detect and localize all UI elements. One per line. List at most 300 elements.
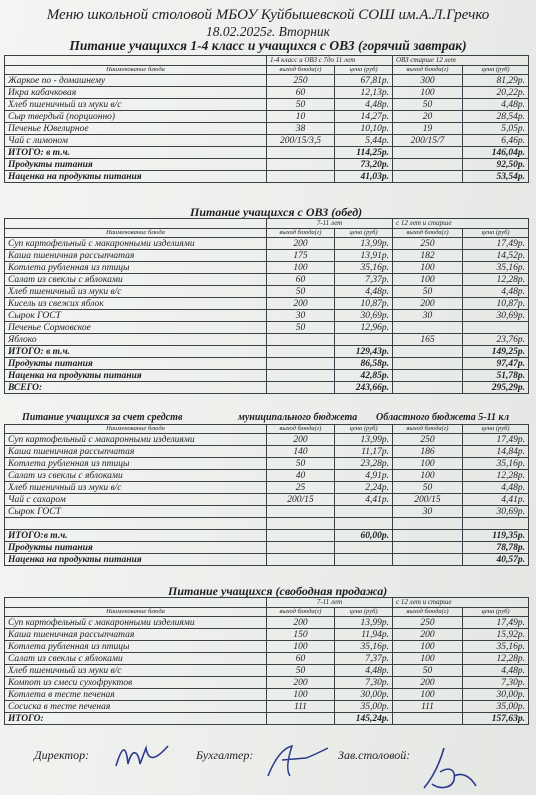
portion-b: 100 [393,87,463,99]
portion-b: 182 [393,250,463,262]
dish-name-header: Наименование блюда [5,425,267,434]
blank-cell [393,171,463,183]
dish-name: Салат из свеклы с яблоками [5,653,267,665]
blank-cell [393,159,463,171]
total-b: 53,54р. [463,171,529,183]
table-row [5,262,529,274]
price-a: 12,13р. [335,87,393,99]
budget-section-title: Питание учащихся за счет средств [22,412,183,423]
age-group-b: ОВЗ старше 12 лет [393,56,529,66]
dish-name: Салат из свеклы с яблоками [5,470,267,482]
price-b: 30,69р. [463,310,529,322]
portion-a: 111 [267,701,335,713]
price-a: 35,16р. [335,641,393,653]
blank-cell [267,554,335,566]
dish-name: Печенье Сормовское [5,322,267,334]
table-row [5,238,529,250]
age-group-b: с 12 лет и старше [393,219,529,229]
dish-name: Котлета в тесте печеная [5,689,267,701]
price-a [335,518,393,530]
portion-a: 150 [267,629,335,641]
total-label: ИТОГО: в т.ч. [5,346,267,358]
dish-name: Суп картофельный с макаронными изделиями [5,238,267,250]
portion-b: 50 [393,99,463,111]
portion-header: выход блюда(г) [393,608,463,617]
price-a: 23,28р. [335,458,393,470]
total-label: Наценка на продукты питания [5,554,267,566]
table-row [5,99,529,111]
portion-b: 100 [393,689,463,701]
table-column-header [5,425,529,434]
table-row [5,506,529,518]
table-row [5,482,529,494]
total-b: 78,78р. [463,542,529,554]
free-sale-section-title: Питание учащихся (свободная продажа) [168,584,388,598]
price-a: 4,48р. [335,99,393,111]
portion-b: 200/15 [393,494,463,506]
total-b: 119,35р. [463,530,529,542]
price-header: цена (руб) [463,229,529,238]
price-a: 30,69р. [335,310,393,322]
table-row [5,286,529,298]
dish-name: Каша пшеничная рассыпчатая [5,629,267,641]
dish-name: Компот из смеси сухофруктов [5,677,267,689]
age-group-b: с 12 лет и старше [393,598,529,608]
age-group-a: 7-11 лет [267,219,393,229]
dish-name: Икра кабачковая [5,87,267,99]
table-row [5,334,529,346]
blank-cell [5,56,267,66]
portion-b: 250 [393,617,463,629]
price-b: 12,28р. [463,274,529,286]
price-header: цена (руб) [463,608,529,617]
table-row [5,446,529,458]
table-row [5,274,529,286]
price-a: 11,94р. [335,629,393,641]
lunch-section-title: Питание учащихся с ОВЗ (обед) [190,205,363,219]
dish-name: Котлета рубленная из птицы [5,262,267,274]
price-header: цена (руб) [463,66,529,75]
total-b: 295,29р. [463,382,529,394]
price-b: 35,00р. [463,701,529,713]
price-a: 2,24р. [335,482,393,494]
portion-header: выход блюда(г) [267,66,335,75]
portion-header: выход блюда(г) [267,229,335,238]
price-a: 14,27р. [335,111,393,123]
price-a: 4,48р. [335,665,393,677]
total-label: Продукты питания [5,358,267,370]
dish-name: Салат из свеклы с яблоками [5,274,267,286]
total-a: 60,00р. [335,530,393,542]
breakfast-table [4,55,529,183]
dish-name: Каша пшеничная рассыпчатая [5,446,267,458]
blank-cell [267,159,335,171]
total-a: 73,20р. [335,159,393,171]
portion-a: 200/15 [267,494,335,506]
portion-b: 100 [393,274,463,286]
table-column-header [5,66,529,75]
price-a: 11,17р. [335,446,393,458]
table-row [5,665,529,677]
dish-name: Хлеб пшеничный из муки в/с [5,286,267,298]
portion-a: 100 [267,262,335,274]
dish-name: Чай с лимоном [5,135,267,147]
blank-cell [267,713,335,725]
dish-name: Суп картофельный с макаронными изделиями [5,617,267,629]
price-b: 30,69р. [463,506,529,518]
total-label: ВСЕГО: [5,382,267,394]
price-a: 10,10р. [335,123,393,135]
total-row [5,370,529,382]
age-group-a: 7-11 лет [267,598,393,608]
total-a: 129,43р. [335,346,393,358]
portion-b: 30 [393,506,463,518]
total-a [335,542,393,554]
blank-cell [267,358,335,370]
table-row [5,677,529,689]
menu-date: 18.02.2025г. Вторник [205,24,330,39]
price-a [335,506,393,518]
price-header: цена (руб) [335,425,393,434]
total-a: 243,66р. [335,382,393,394]
lunch-table [4,218,529,394]
portion-b: 111 [393,701,463,713]
table-row [5,123,529,135]
total-b: 149,25р. [463,346,529,358]
table-column-header [5,608,529,617]
portion-a: 50 [267,665,335,677]
portion-b: 100 [393,653,463,665]
portion-a: 25 [267,482,335,494]
price-a: 7,37р. [335,653,393,665]
price-b: 30,00р. [463,689,529,701]
total-b: 40,57р. [463,554,529,566]
blank-cell [5,598,267,608]
dish-name: Хлеб пшеничный из муки в/с [5,99,267,111]
price-b [463,322,529,334]
table-row [5,494,529,506]
portion-b: 300 [393,75,463,87]
total-row [5,147,529,159]
price-b: 6,46р. [463,135,529,147]
total-row [5,358,529,370]
total-b: 146,04р. [463,147,529,159]
total-row [5,346,529,358]
total-row [5,554,529,566]
dish-name: Каша пшеничная рассыпчатая [5,250,267,262]
price-header: цена (руб) [335,229,393,238]
portion-b: 50 [393,286,463,298]
price-header: цена (руб) [335,608,393,617]
price-a: 7,37р. [335,274,393,286]
portion-b: 100 [393,470,463,482]
total-label: Наценка на продукты питания [5,370,267,382]
price-a: 13,99р. [335,238,393,250]
portion-a: 50 [267,286,335,298]
portion-b [393,322,463,334]
table-row [5,470,529,482]
total-b: 97,47р. [463,358,529,370]
blank-cell [393,542,463,554]
dish-name: Кисель из свежих яблок [5,298,267,310]
blank-cell [267,542,335,554]
portion-a: 60 [267,653,335,665]
table-row [5,250,529,262]
table-row [5,322,529,334]
price-header: цена (руб) [463,425,529,434]
accountant-signature [262,742,332,782]
total-a: 114,25р. [335,147,393,159]
table-group-header [5,219,529,229]
total-label: Продукты питания [5,542,267,554]
price-b: 35,16р. [463,641,529,653]
breakfast-section-title: Питание учащихся 1-4 класс и учащихся с ОВЗ (горячий завтрак) [69,38,467,53]
director-signature [112,738,172,772]
portion-a: 140 [267,446,335,458]
blank-cell [267,171,335,183]
accountant-label: Бухгалтер: [196,748,254,762]
price-a: 10,87р. [335,298,393,310]
price-a: 67,81р. [335,75,393,87]
dish-name: Сыр твердый (порционно) [5,111,267,123]
portion-b [393,518,463,530]
price-b: 35,16р. [463,262,529,274]
total-label: ИТОГО: [5,713,267,725]
portion-a: 200 [267,238,335,250]
dish-name-header: Наименование блюда [5,66,267,75]
portion-a: 200 [267,677,335,689]
portion-a: 30 [267,310,335,322]
portion-header: выход блюда(г) [267,608,335,617]
table-row [5,641,529,653]
price-b: 14,52р. [463,250,529,262]
price-b: 7,30р. [463,677,529,689]
table-row [5,310,529,322]
price-b: 81,29р. [463,75,529,87]
portion-a: 200 [267,298,335,310]
price-b: 10,87р. [463,298,529,310]
blank-cell [267,530,335,542]
blank-cell [267,147,335,159]
portion-a: 200 [267,434,335,446]
price-b: 12,28р. [463,470,529,482]
dish-name: Котлета рубленная из птицы [5,641,267,653]
blank-cell [267,346,335,358]
table-row [5,135,529,147]
dish-name: Печенье Ювелирное [5,123,267,135]
price-b: 4,48р. [463,286,529,298]
portion-b: 200/15/7 [393,135,463,147]
portion-a: 100 [267,641,335,653]
blank-cell [393,382,463,394]
total-label: Продукты питания [5,159,267,171]
dish-name: Суп картофельный с макаронными изделиями [5,434,267,446]
portion-a [267,334,335,346]
total-label: Наценка на продукты питания [5,171,267,183]
total-a: 145,24р. [335,713,393,725]
price-a: 12,96р. [335,322,393,334]
dish-name-header: Наименование блюда [5,229,267,238]
price-a: 13,99р. [335,617,393,629]
price-a: 13,91р. [335,250,393,262]
portion-a: 50 [267,99,335,111]
table-row [5,701,529,713]
blank-cell [393,147,463,159]
dish-name: Яблоко [5,334,267,346]
portion-b: 250 [393,238,463,250]
table-row [5,617,529,629]
table-row [5,111,529,123]
table-row [5,689,529,701]
portion-b: 30 [393,310,463,322]
portion-a [267,506,335,518]
dish-name: Жаркое по - домашнему [5,75,267,87]
table-group-header [5,56,529,66]
portion-a: 50 [267,458,335,470]
portion-b: 100 [393,262,463,274]
portion-b: 200 [393,677,463,689]
table-row [5,434,529,446]
dish-name-header: Наименование блюда [5,608,267,617]
price-b: 17,49р. [463,434,529,446]
blank-cell [267,382,335,394]
canteen-head-label: Зав.столовой: [338,748,411,762]
portion-a: 200/15/3,5 [267,135,335,147]
total-label: ИТОГО: в т.ч. [5,147,267,159]
portion-a: 175 [267,250,335,262]
blank-cell [5,219,267,229]
price-b: 17,49р. [463,238,529,250]
dish-name [5,518,267,530]
price-a [335,334,393,346]
blank-cell [393,346,463,358]
table-row [5,653,529,665]
dish-name: Сырок ГОСТ [5,310,267,322]
school-menu-title: Меню школьной столовой МБОУ Куйбышевской СОШ им.А.Л.Гречко [46,7,490,23]
price-b: 12,28р. [463,653,529,665]
total-b: 157,63р. [463,713,529,725]
total-a: 42,85р. [335,370,393,382]
price-a: 35,00р. [335,701,393,713]
total-a [335,554,393,566]
portion-b: 250 [393,434,463,446]
total-b: 92,50р. [463,159,529,171]
total-row [5,713,529,725]
total-a: 86,58р. [335,358,393,370]
portion-a: 60 [267,274,335,286]
portion-b: 200 [393,298,463,310]
price-b: 4,48р. [463,99,529,111]
total-label: ИТОГО:в т.ч. [5,530,267,542]
price-a: 35,16р. [335,262,393,274]
total-row [5,542,529,554]
blank-cell [393,370,463,382]
price-b [463,518,529,530]
blank-cell [393,713,463,725]
price-a: 30,00р. [335,689,393,701]
regional-budget-label: Областного бюджета 5-11 кл [376,412,509,423]
price-b: 4,41р. [463,494,529,506]
price-b: 4,48р. [463,482,529,494]
total-row [5,171,529,183]
table-row [5,629,529,641]
portion-a: 10 [267,111,335,123]
municipal-budget-label: муниципального бюджета [238,412,358,423]
price-b: 4,48р. [463,665,529,677]
portion-header: выход блюда(г) [393,229,463,238]
portion-b: 200 [393,629,463,641]
portion-b: 50 [393,665,463,677]
portion-header: выход блюда(г) [393,425,463,434]
portion-a: 40 [267,470,335,482]
price-b: 14,84р. [463,446,529,458]
portion-a: 250 [267,75,335,87]
budget-table [4,424,529,566]
price-b: 20,22р. [463,87,529,99]
portion-b: 100 [393,458,463,470]
total-b: 51,78р. [463,370,529,382]
director-label: Директор: [34,748,90,762]
price-a: 5,44р. [335,135,393,147]
price-b: 5,05р. [463,123,529,135]
table-row [5,75,529,87]
dish-name: Чай с сахаром [5,494,267,506]
blank-cell [267,370,335,382]
canteen-head-signature [410,746,480,792]
portion-b: 50 [393,482,463,494]
price-b: 15,92р. [463,629,529,641]
price-a: 4,41р. [335,494,393,506]
portion-a [267,518,335,530]
portion-a: 38 [267,123,335,135]
table-column-header [5,229,529,238]
price-b: 23,76р. [463,334,529,346]
price-header: цена (руб) [335,66,393,75]
portion-a: 200 [267,617,335,629]
table-group-header [5,598,529,608]
blank-cell [393,358,463,370]
total-row [5,159,529,171]
price-b: 28,54р. [463,111,529,123]
blank-cell [393,530,463,542]
price-b: 35,16р. [463,458,529,470]
portion-b: 19 [393,123,463,135]
price-a: 4,48р. [335,286,393,298]
portion-b: 186 [393,446,463,458]
table-row [5,518,529,530]
portion-b: 100 [393,641,463,653]
free-sale-table [4,597,529,725]
dish-name: Котлета рубленная из птицы [5,458,267,470]
table-row [5,87,529,99]
portion-b: 20 [393,111,463,123]
portion-header: выход блюда(г) [267,425,335,434]
dish-name: Сосиска в тесте печеная [5,701,267,713]
dish-name: Хлеб пшеничный из муки в/с [5,665,267,677]
price-a: 13,99р. [335,434,393,446]
portion-a: 100 [267,689,335,701]
portion-b: 165 [393,334,463,346]
portion-a: 50 [267,322,335,334]
portion-a: 60 [267,87,335,99]
dish-name: Сырок ГОСТ [5,506,267,518]
grand-total-row [5,382,529,394]
table-row [5,298,529,310]
age-group-a: 1-4 класс и ОВЗ с 7до 11 лет [267,56,393,66]
portion-header: выход блюда(г) [393,66,463,75]
total-a: 41,03р. [335,171,393,183]
price-b: 17,49р. [463,617,529,629]
